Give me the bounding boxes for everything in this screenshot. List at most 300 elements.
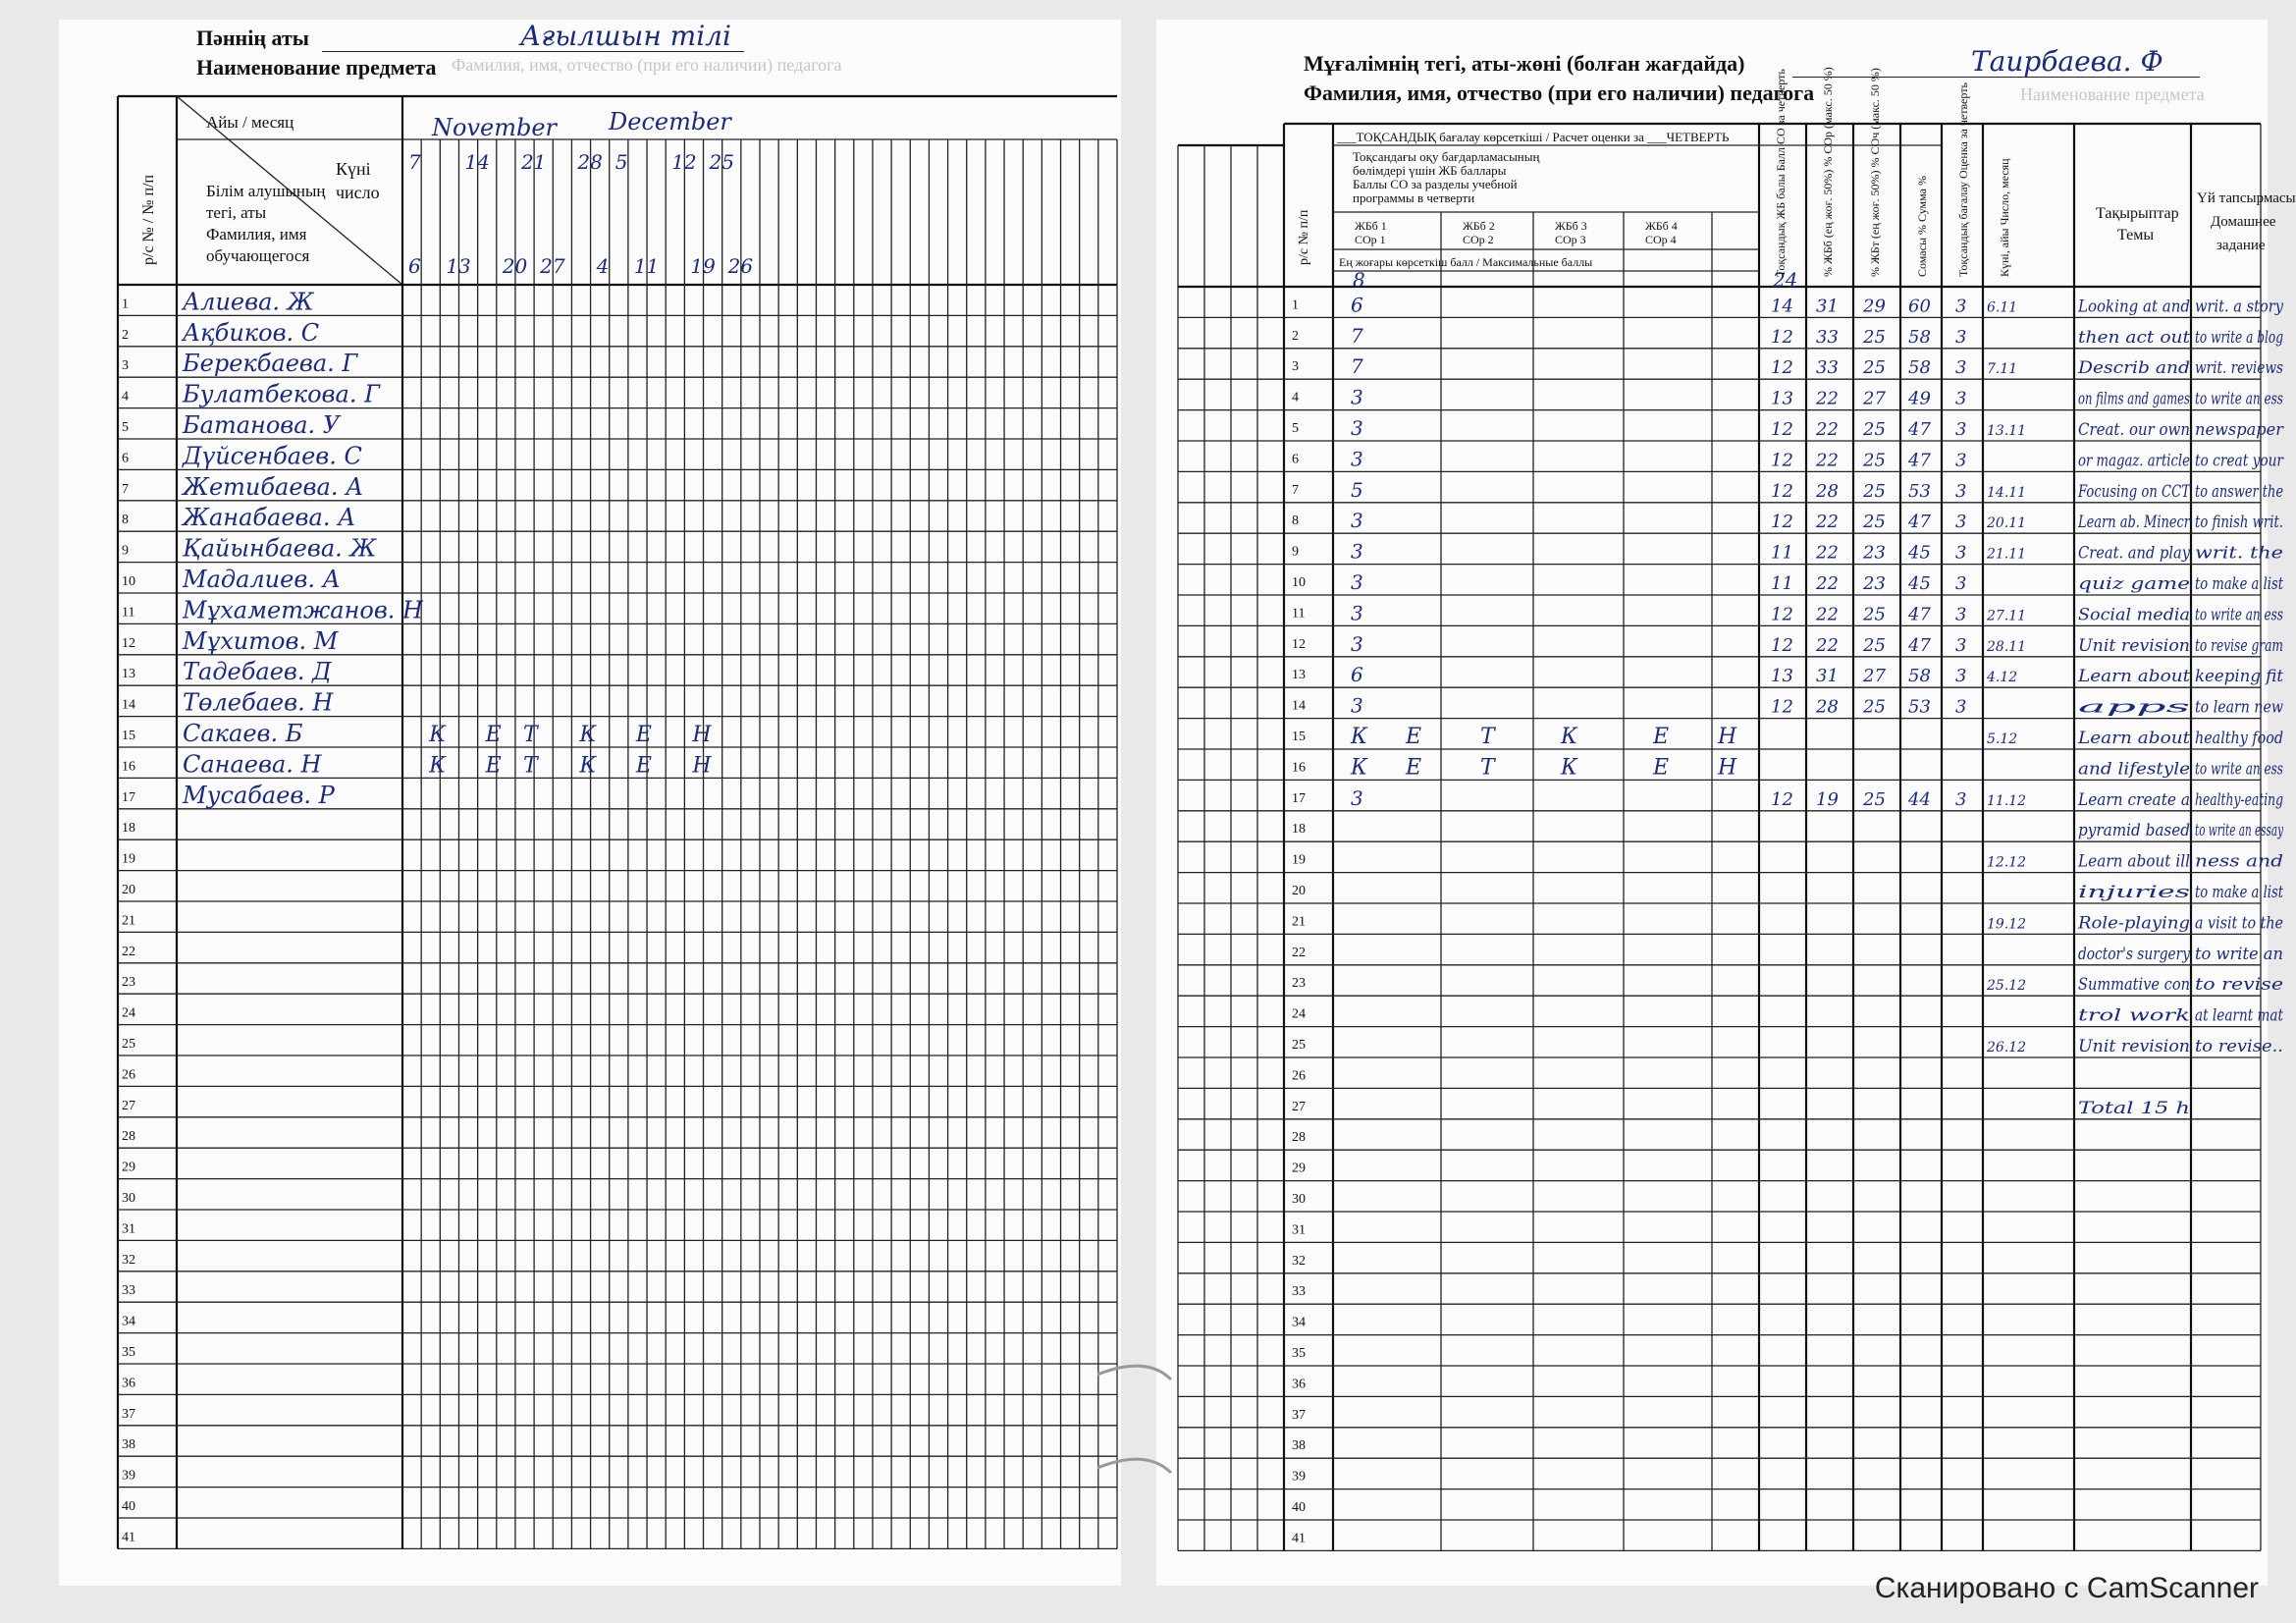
total-pct: 60 [1908, 296, 1931, 317]
absence-mark: Е [1653, 755, 1670, 781]
student-name: Алиева. Ж [183, 288, 314, 316]
absence-mark: К [579, 753, 597, 779]
row-number: 39 [122, 1468, 135, 1484]
row-number: 34 [122, 1314, 135, 1329]
lesson-topic: on films and games [2078, 389, 2191, 409]
row-number: 35 [1292, 1346, 1306, 1361]
row-number: 15 [122, 729, 135, 743]
lesson-homework: healthy-eating [2195, 789, 2284, 810]
pct-sor: 22 [1816, 450, 1839, 471]
row-number: 4 [1292, 390, 1299, 406]
row-number: 18 [122, 821, 135, 837]
lesson-homework: to make a list [2195, 883, 2284, 902]
pct-soch: 25 [1863, 604, 1886, 625]
vertical-header: Күні, айы Число, месяц [1998, 158, 2011, 277]
row-number: 14 [1292, 698, 1306, 714]
lesson-homework: to finish writ. [2195, 513, 2283, 533]
lesson-topic: Unit revision [2078, 635, 2190, 656]
so-column-header: СОр 2 [1463, 233, 1494, 246]
row-number: 40 [122, 1499, 135, 1514]
absence-mark: Е [485, 753, 502, 779]
so-score: 3 [1351, 631, 1363, 656]
topics-header: Тақырыптар [2096, 205, 2179, 222]
lesson-date: 5.12 [1987, 731, 2018, 747]
quarter-grade: 3 [1955, 788, 1967, 810]
quarter-grade: 3 [1955, 450, 1967, 471]
absence-mark: Т [1480, 725, 1495, 749]
row-number: 19 [122, 851, 135, 867]
lesson-homework: to answer the [2195, 481, 2283, 502]
so-sum: 12 [1771, 480, 1793, 502]
ghost-text-right: Наименование предмета [2020, 84, 2205, 104]
pct-sor: 19 [1816, 788, 1839, 810]
row-number: 26 [122, 1067, 135, 1083]
absence-mark: Н [692, 723, 712, 747]
left-attendance-grid [59, 20, 1121, 1586]
lesson-topic: or magaz. article [2078, 451, 2190, 471]
student-header: тегі, аты [206, 203, 267, 222]
row-number: 11 [122, 605, 135, 621]
pct-soch: 27 [1863, 388, 1886, 409]
date-top: 25 [709, 150, 734, 174]
pct-soch: 25 [1863, 634, 1886, 656]
student-name: Булатбекова. Г [183, 380, 380, 408]
row-number: 33 [122, 1283, 135, 1299]
binder-ring-icon [1088, 1355, 1186, 1502]
pct-sor: 31 [1816, 666, 1839, 687]
so-sum: 12 [1771, 604, 1793, 625]
row-number: 38 [122, 1437, 135, 1453]
row-number: 25 [1292, 1038, 1306, 1053]
lesson-topic: Total 15 h [2078, 1098, 2190, 1118]
row-number: 28 [122, 1129, 135, 1145]
max-value-sum: 24 [1773, 268, 1798, 292]
lesson-topic: Learn about [2076, 729, 2191, 748]
so-score: 3 [1351, 785, 1363, 810]
lesson-homework: to write an ess [2195, 605, 2284, 625]
total-pct: 44 [1908, 788, 1931, 810]
rownum-header: р/с № п/п [1297, 209, 1311, 265]
lesson-topic: quiz game [2078, 574, 2190, 594]
absence-mark: К [579, 723, 597, 747]
right-grades-grid [1156, 20, 2296, 1586]
pct-sor: 22 [1816, 604, 1839, 625]
quarter-grade: 3 [1955, 634, 1967, 656]
so-column-header: СОр 3 [1555, 233, 1586, 246]
row-number: 10 [1292, 575, 1306, 590]
sections-header: программы в четверти [1353, 190, 1475, 205]
quarter-grade: 3 [1955, 326, 1967, 348]
sections-header: Тоқсандағы оқу бағдарламасының [1353, 149, 1540, 164]
day-header-ru: число [336, 183, 380, 202]
student-header: Білім алушының [206, 182, 326, 200]
row-number: 41 [122, 1530, 135, 1545]
so-sum: 12 [1771, 419, 1793, 440]
row-number: 16 [122, 759, 135, 775]
row-number: 35 [122, 1345, 135, 1360]
lesson-homework: keeping fit [2195, 667, 2284, 687]
row-number: 38 [1292, 1438, 1306, 1454]
sections-header: бөлімдері үшін ЖБ баллары [1353, 163, 1507, 178]
so-sum: 12 [1771, 450, 1793, 471]
pct-sor: 22 [1816, 634, 1839, 656]
total-pct: 58 [1908, 666, 1931, 687]
quarter-grade: 3 [1955, 573, 1967, 594]
row-number: 12 [122, 635, 135, 651]
quarter-grade: 3 [1955, 696, 1967, 718]
student-name: Мусабаев. Р [183, 781, 335, 809]
row-number: 20 [122, 883, 135, 897]
row-number: 17 [122, 789, 135, 805]
row-number: 27 [1292, 1099, 1306, 1114]
lesson-homework: to write an ess [2195, 759, 2284, 780]
vertical-header: % ЖБб (ең жоғ. 50%) % СОр (макс. 50 %) [1821, 67, 1835, 277]
date-bottom: 19 [690, 254, 716, 278]
max-value-so: 8 [1353, 268, 1365, 292]
row-number: 2 [122, 327, 129, 343]
row-number: 8 [122, 513, 129, 528]
row-number: 7 [1292, 482, 1299, 498]
row-number: 7 [122, 481, 129, 497]
row-number: 22 [122, 944, 135, 959]
rownum-header: р/с № / № п/п [140, 174, 157, 265]
lesson-homework: writ. a story [2195, 297, 2284, 317]
quarter-grade: 3 [1955, 666, 1967, 687]
lesson-date: 27.11 [1987, 608, 2027, 624]
row-number: 1 [1292, 298, 1299, 313]
student-name: Санаева. Н [183, 750, 322, 779]
homework-header: задание [2216, 238, 2266, 253]
row-number: 30 [122, 1191, 135, 1206]
absence-mark: Т [522, 753, 538, 779]
row-number: 10 [122, 574, 135, 589]
so-score: 3 [1351, 509, 1363, 533]
absence-mark: К [429, 723, 447, 747]
pct-sor: 28 [1816, 696, 1839, 718]
total-pct: 58 [1908, 357, 1931, 379]
so-score: 3 [1351, 416, 1363, 440]
lesson-date: 26.12 [1987, 1040, 2027, 1055]
lesson-date: 13.11 [1987, 423, 2027, 439]
absence-mark: К [1351, 725, 1368, 749]
total-pct: 47 [1908, 604, 1931, 625]
vertical-header: % ЖБт (ең жоғ. 50%) % СОч (макс. 50 %) [1868, 68, 1882, 277]
so-score: 7 [1351, 354, 1363, 379]
row-number: 11 [1292, 606, 1306, 622]
pct-sor: 33 [1816, 326, 1839, 348]
quarter-grade: 3 [1955, 357, 1967, 379]
quarter-grade: 3 [1955, 296, 1967, 317]
date-bottom: 27 [540, 254, 565, 278]
lesson-topic: Learn ab. Minecr [2077, 513, 2191, 533]
absence-mark: Е [485, 723, 502, 747]
student-name: Мұхитов. М [183, 626, 339, 655]
row-number: 32 [1292, 1253, 1306, 1269]
lesson-homework: at learnt mat [2195, 1005, 2284, 1026]
topics-header: Темы [2117, 227, 2155, 243]
row-number: 37 [122, 1406, 135, 1422]
row-number: 24 [1292, 1006, 1306, 1022]
row-number: 17 [1292, 790, 1306, 806]
row-number: 9 [122, 543, 129, 559]
pct-sor: 22 [1816, 573, 1839, 594]
row-number: 5 [1292, 421, 1299, 436]
absence-mark: К [1561, 725, 1578, 749]
row-number: 31 [1292, 1222, 1306, 1238]
student-name: Жетибаева. А [183, 472, 364, 501]
student-name: Дүйсенбаев. С [183, 442, 362, 470]
so-score: 3 [1351, 385, 1363, 409]
quarter-header: ___ТОҚСАНДЫҚ бағалау көрсеткіші / Расчет оценки за ___ЧЕТВЕРТЬ [1337, 130, 1730, 144]
month-december: December [609, 108, 731, 135]
row-number: 2 [1292, 328, 1299, 344]
day-header-kz: Күні [336, 159, 371, 179]
student-name: Батанова. У [183, 411, 341, 439]
lesson-date: 12.12 [1987, 854, 2027, 871]
so-score: 3 [1351, 570, 1363, 594]
row-number: 13 [1292, 668, 1306, 683]
so-sum: 12 [1771, 696, 1793, 718]
pct-sor: 22 [1816, 512, 1839, 533]
lesson-date: 11.12 [1987, 792, 2027, 809]
quarter-grade: 3 [1955, 419, 1967, 440]
student-name: Ақбиков. С [183, 318, 320, 347]
subject-label-ru: Наименование предмета [196, 55, 437, 80]
ghost-text-left: Фамилия, имя, отчество (при его наличии) педагога [452, 55, 842, 75]
row-number: 3 [122, 358, 129, 374]
row-number: 16 [1292, 760, 1306, 776]
so-sum: 14 [1771, 296, 1793, 317]
pct-soch: 25 [1863, 450, 1886, 471]
absence-mark: Н [1718, 755, 1737, 781]
so-sum: 12 [1771, 788, 1793, 810]
lesson-topic: Learn about [2076, 667, 2191, 687]
total-pct: 47 [1908, 634, 1931, 656]
row-number: 4 [122, 389, 129, 405]
so-score: 7 [1351, 323, 1363, 348]
quarter-grade: 3 [1955, 388, 1967, 409]
absence-mark: Т [522, 723, 538, 747]
so-column-header: ЖБб 3 [1555, 219, 1587, 233]
date-top: 21 [520, 150, 547, 174]
scanner-watermark: Сканировано с CamScanner [1874, 1572, 2259, 1604]
quarter-grade: 3 [1955, 604, 1967, 625]
lesson-topic: Focusing on CCT [2077, 481, 2192, 502]
so-score: 3 [1351, 539, 1363, 564]
absence-mark: К [1351, 755, 1368, 781]
lesson-date: 19.12 [1987, 916, 2027, 933]
lesson-homework: ness and [2195, 851, 2284, 872]
student-name: Төлебаев. Н [183, 688, 334, 717]
row-number: 39 [1292, 1469, 1306, 1485]
pct-soch: 25 [1863, 696, 1886, 718]
student-header: Фамилия, имя [206, 225, 307, 243]
row-number: 1 [122, 297, 129, 312]
row-number: 36 [1292, 1377, 1306, 1392]
vertical-header: Тоқсандық бағалау Оценка за четверть [1956, 82, 1970, 277]
lesson-topic: Creat. and play [2078, 543, 2191, 564]
absence-mark: Н [692, 753, 712, 779]
absence-mark: Т [1480, 755, 1495, 781]
row-number: 29 [122, 1160, 135, 1175]
student-name: Мұхаметжанов. Н [183, 596, 423, 624]
lesson-date: 20.11 [1987, 515, 2027, 532]
so-score: 6 [1351, 293, 1363, 317]
absence-mark: Е [1406, 755, 1422, 781]
sections-header: Баллы СО за разделы учебной [1353, 177, 1518, 191]
row-number: 6 [122, 451, 129, 466]
row-number: 3 [1292, 359, 1299, 375]
student-header: обучающегося [206, 246, 310, 265]
row-number: 24 [122, 1005, 135, 1021]
total-pct: 58 [1908, 326, 1931, 348]
so-sum: 12 [1771, 326, 1793, 348]
date-bottom: 6 [408, 254, 421, 278]
pct-soch: 25 [1863, 419, 1886, 440]
lesson-homework: to write an [2195, 944, 2283, 964]
so-column-header: ЖБб 2 [1463, 219, 1495, 233]
so-column-header: СОр 1 [1355, 233, 1386, 246]
pct-sor: 22 [1816, 542, 1839, 564]
student-name: Берекбаева. Г [183, 350, 358, 378]
lesson-topic: Describ and [2076, 358, 2191, 379]
pct-soch: 25 [1863, 357, 1886, 379]
row-number: 19 [1292, 852, 1306, 868]
pct-soch: 29 [1863, 296, 1886, 317]
row-number: 6 [1292, 452, 1299, 467]
lesson-homework: writ. the [2195, 543, 2283, 564]
date-top: 7 [408, 150, 421, 174]
lesson-topic: Unit revision [2078, 1037, 2190, 1056]
row-number: 21 [122, 913, 135, 929]
pct-soch: 23 [1863, 573, 1886, 594]
lesson-date: 14.11 [1987, 484, 2027, 501]
total-pct: 53 [1908, 480, 1931, 502]
lesson-topic: Role-playing [2076, 913, 2191, 934]
absence-mark: Е [1653, 725, 1670, 749]
month-november: November [432, 114, 558, 141]
date-top: 12 [671, 150, 697, 174]
lesson-homework: to write an essay [2195, 821, 2284, 841]
row-number: 28 [1292, 1130, 1306, 1146]
lesson-topic: injuries [2078, 883, 2191, 902]
date-top: 5 [614, 150, 628, 174]
so-score: 3 [1351, 601, 1363, 625]
row-number: 13 [122, 667, 135, 682]
lesson-topic: Learn about ill [2077, 851, 2190, 872]
lesson-topic: Social media [2078, 605, 2190, 625]
row-number: 33 [1292, 1284, 1306, 1300]
month-header: Айы / месяц [206, 113, 294, 132]
vertical-header: Тоқсандық ЖБ балы Балл СО за четверть [1774, 69, 1788, 277]
pct-sor: 31 [1816, 296, 1839, 317]
lesson-topic: doctor's surgery [2078, 944, 2191, 964]
student-name: Мадалиев. А [183, 566, 341, 593]
total-pct: 45 [1908, 542, 1931, 564]
lesson-topic: pyramid based [2078, 821, 2191, 841]
date-bottom: 11 [633, 254, 660, 278]
so-score: 5 [1351, 477, 1363, 502]
row-number: 26 [1292, 1068, 1306, 1084]
pct-sor: 22 [1816, 419, 1839, 440]
teacher-label-kz: Мұғалімнің тегі, аты-жөні (болған жағдайда) [1304, 51, 1745, 76]
quarter-grade: 3 [1955, 480, 1967, 502]
date-bottom: 20 [502, 254, 528, 278]
row-number: 8 [1292, 514, 1299, 529]
lesson-topic: then act out [2078, 327, 2191, 348]
total-pct: 47 [1908, 450, 1931, 471]
total-pct: 49 [1908, 388, 1931, 409]
lesson-date: 6.11 [1987, 299, 2018, 316]
date-top: 28 [577, 150, 603, 174]
lesson-topic: trol work [2078, 1005, 2190, 1026]
pct-soch: 25 [1863, 480, 1886, 502]
row-number: 15 [1292, 730, 1306, 744]
left-page [59, 20, 1121, 1586]
so-score: 6 [1351, 663, 1363, 687]
lesson-topic: Creat. our own [2078, 420, 2190, 440]
subject-value: Ағылшын тілі [520, 20, 731, 52]
pct-soch: 27 [1863, 666, 1886, 687]
row-number: 18 [1292, 822, 1306, 838]
lesson-topic: Summative con [2078, 975, 2190, 996]
lesson-homework: to creat your [2195, 451, 2284, 471]
so-sum: 12 [1771, 357, 1793, 379]
row-number: 22 [1292, 945, 1306, 960]
lesson-homework: newspaper [2195, 420, 2284, 440]
absence-mark: Е [1406, 725, 1422, 749]
lesson-topic: apps [2078, 697, 2191, 718]
pct-sor: 28 [1816, 480, 1839, 502]
row-number: 30 [1292, 1192, 1306, 1207]
pct-soch: 25 [1863, 512, 1886, 533]
lesson-homework: healthy food [2195, 729, 2284, 748]
row-number: 27 [122, 1098, 135, 1113]
so-sum: 12 [1771, 512, 1793, 533]
lesson-date: 25.12 [1987, 978, 2027, 995]
quarter-grade: 3 [1955, 542, 1967, 564]
homework-header: Үй тапсырмасы [2197, 190, 2296, 206]
total-pct: 47 [1908, 512, 1931, 533]
so-column-header: СОр 4 [1645, 233, 1677, 246]
student-name: Сакаев. Б [183, 720, 303, 747]
lesson-homework: to write an ess [2195, 389, 2284, 409]
row-number: 12 [1292, 636, 1306, 652]
student-name: Қайынбаева. Ж [183, 534, 377, 563]
date-bottom: 4 [596, 254, 610, 278]
so-column-header: ЖБб 4 [1645, 219, 1678, 233]
absence-mark: К [1561, 755, 1578, 781]
lesson-topic: Looking at and [2077, 297, 2191, 317]
lesson-homework: writ. reviews [2195, 358, 2284, 379]
total-pct: 45 [1908, 573, 1931, 594]
lesson-date: 28.11 [1987, 638, 2027, 655]
lesson-homework: to revise [2195, 975, 2283, 996]
date-bottom: 13 [446, 254, 471, 278]
row-number: 23 [122, 975, 135, 991]
row-number: 23 [1292, 976, 1306, 992]
so-sum: 11 [1771, 542, 1793, 564]
row-number: 29 [1292, 1161, 1306, 1176]
max-label: Ең жоғары көрсеткіш балл / Максимальные баллы [1339, 255, 1593, 269]
row-number: 37 [1292, 1407, 1306, 1423]
lesson-homework: to revise gram [2195, 635, 2283, 656]
lesson-homework: to revise.. [2195, 1037, 2283, 1056]
so-score: 3 [1351, 693, 1363, 718]
absence-mark: К [429, 753, 447, 779]
row-number: 25 [122, 1037, 135, 1052]
row-number: 34 [1292, 1315, 1306, 1330]
